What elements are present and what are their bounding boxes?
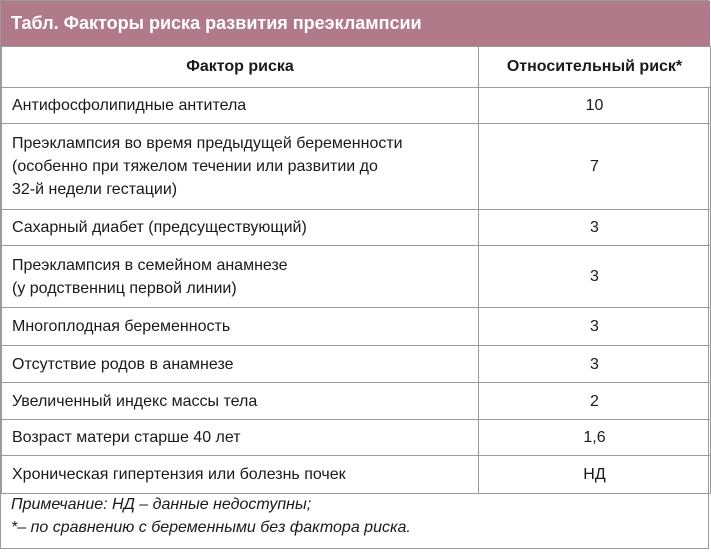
footnote-line: Примечание: НД – данные недоступны;	[11, 496, 312, 513]
table-row	[2, 88, 711, 124]
factor-cell	[2, 308, 479, 346]
table-row	[2, 346, 711, 383]
risk-value-cell: 3	[479, 308, 711, 346]
footnote-line: *– по сравнению с беременными без фактора риска.	[11, 519, 411, 536]
factor-cell	[2, 420, 479, 456]
table-footnote	[1, 484, 710, 550]
factor-cell	[2, 383, 479, 420]
factor-text-line: Антифосфолипидные антитела	[12, 97, 247, 114]
factor-text-line: Преэклампсия во время предыдущей беременности	[12, 135, 403, 152]
header-relative-risk: Относительный риск*	[479, 47, 711, 88]
factor-cell	[2, 346, 479, 383]
risk-factors-table	[1, 46, 711, 494]
factor-cell	[2, 210, 479, 246]
factor-text-line: Сахарный диабет (предсуществующий)	[12, 219, 307, 236]
header-factor: Фактор риска	[2, 47, 479, 88]
risk-value-cell: 3	[479, 210, 711, 246]
table-row	[2, 210, 711, 246]
table-row	[2, 383, 711, 420]
risk-value-cell: 3	[479, 246, 711, 308]
factor-text-line: Отсутствие родов в анамнезе	[12, 355, 234, 373]
factor-cell	[2, 124, 479, 210]
factor-text-line: Преэклампсия в семейном анамнезе	[12, 256, 288, 274]
risk-value-cell: 3	[479, 346, 711, 383]
risk-value-cell: 10	[479, 88, 711, 124]
risk-value-cell: 2	[479, 383, 711, 420]
factor-text-line: Хроническая гипертензия или болезнь почек	[12, 466, 346, 483]
factor-text-line: Увеличенный индекс массы тела	[12, 392, 258, 410]
table-row	[2, 308, 711, 346]
factor-cell	[2, 246, 479, 308]
factor-text-line: 32-й недели гестации)	[12, 181, 178, 198]
factor-text-line: Возраст матери старше 40 лет	[12, 429, 241, 446]
risk-value-cell: 1,6	[479, 420, 711, 456]
table-title: Табл. Факторы риска развития преэклампсии	[1, 1, 710, 46]
factor-text-line: Многоплодная беременность	[12, 318, 231, 335]
factor-cell	[2, 88, 479, 124]
factor-text-line: (особенно при тяжелом течении или развитии до	[12, 158, 378, 175]
table-row	[2, 124, 711, 210]
table-row	[2, 420, 711, 456]
risk-value-cell: НД	[479, 456, 711, 494]
header-row	[2, 47, 711, 88]
factor-text-line: (у родственниц первой линии)	[12, 279, 237, 297]
table-row	[2, 246, 711, 308]
risk-value-cell: 7	[479, 124, 711, 210]
